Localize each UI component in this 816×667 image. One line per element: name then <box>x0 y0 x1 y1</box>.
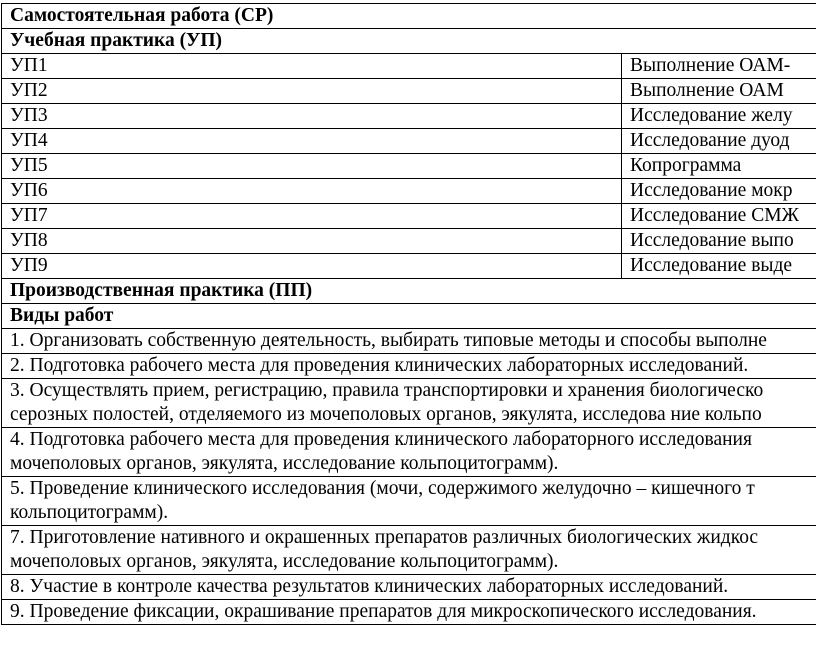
table-row <box>2 379 816 428</box>
practice-code: УП6 <box>2 179 622 204</box>
table-row <box>2 179 816 204</box>
practice-code: УП2 <box>2 79 622 104</box>
table-row <box>2 600 816 625</box>
practice-description: Выполнение ОАМ <box>622 79 816 104</box>
table-row <box>2 354 816 379</box>
practice-description: Выполнение ОАМ- <box>622 54 816 79</box>
practice-description: Исследование дуод <box>622 129 816 154</box>
table-row <box>2 129 816 154</box>
work-item: 9. Проведение фиксации, окрашивание препаратов для микроскопического исследования. <box>2 600 816 625</box>
section-row-work-types <box>2 304 816 329</box>
section-row-training-practice <box>2 29 816 54</box>
practice-description: Исследование желу <box>622 104 816 129</box>
table-row <box>2 104 816 129</box>
table-row <box>2 254 816 279</box>
work-item: 8. Участие в контроле качества результатов клинических лабораторных исследований. <box>2 575 816 600</box>
table-row <box>2 79 816 104</box>
table-row <box>2 428 816 477</box>
section-row-self-work <box>2 4 816 29</box>
table-row <box>2 154 816 179</box>
practice-table <box>1 3 816 625</box>
practice-code: УП9 <box>2 254 622 279</box>
work-item: 4. Подготовка рабочего места для проведения клинического лабораторного исследования мочеполовых органов, эякулята, исследование кольпоцитограмм). <box>2 428 816 477</box>
practice-description: Исследование выпо <box>622 229 816 254</box>
table-row <box>2 477 816 526</box>
section-row-production-practice <box>2 279 816 304</box>
section-heading-self-work: Самостоятельная работа (СР) <box>2 4 816 29</box>
section-heading-production-practice: Производственная практика (ПП) <box>2 279 816 304</box>
practice-code: УП4 <box>2 129 622 154</box>
table-row <box>2 526 816 575</box>
table-row <box>2 575 816 600</box>
section-heading-work-types: Виды работ <box>2 304 816 329</box>
work-item: 2. Подготовка рабочего места для проведения клинических лабораторных исследований. <box>2 354 816 379</box>
practice-description: Исследование выде <box>622 254 816 279</box>
work-item: 7. Приготовление нативного и окрашенных препаратов различных биологических жидкос мочеполовых органов, эякулята, исследование кольпоцитограмм). <box>2 526 816 575</box>
practice-code: УП8 <box>2 229 622 254</box>
practice-code: УП7 <box>2 204 622 229</box>
work-item: 5. Проведение клинического исследования (мочи, содержимого желудочно – кишечного т кольпоцитограмм). <box>2 477 816 526</box>
practice-code: УП1 <box>2 54 622 79</box>
table-row <box>2 204 816 229</box>
practice-description: Исследование СМЖ <box>622 204 816 229</box>
work-item: 3. Осуществлять прием, регистрацию, правила транспортировки и хранения биологическо серозных полостей, отделяемого из мочеполовых органов, эякулята, исследова ние кольпо <box>2 379 816 428</box>
section-heading-training-practice: Учебная практика (УП) <box>2 29 816 54</box>
practice-description: Копрограмма <box>622 154 816 179</box>
work-item: 1. Организовать собственную деятельность, выбирать типовые методы и способы выполне <box>2 329 816 354</box>
table-row <box>2 229 816 254</box>
practice-code: УП5 <box>2 154 622 179</box>
practice-description: Исследование мокр <box>622 179 816 204</box>
table-row <box>2 54 816 79</box>
practice-code: УП3 <box>2 104 622 129</box>
table-row <box>2 329 816 354</box>
